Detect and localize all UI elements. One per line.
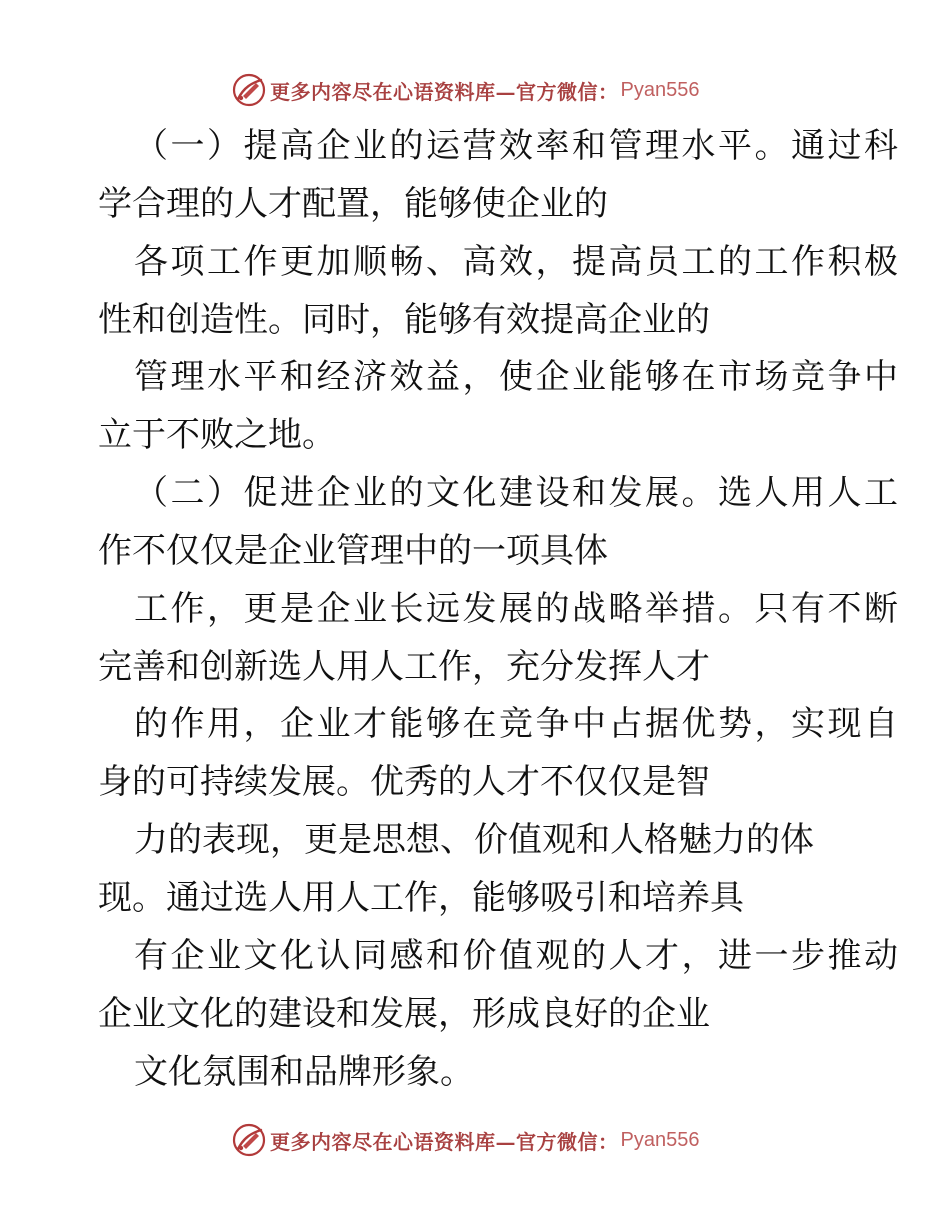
pen-logo-icon — [232, 1123, 266, 1157]
text-line: 完善和创新选人用人工作，充分发挥人才 — [98, 646, 710, 687]
text-line: 的作用，企业才能够在竞争中占据优势，实现自 — [134, 704, 898, 745]
text-line: 学合理的人才配置，能够使企业的 — [98, 183, 608, 224]
watermark-id: Pyan556 — [620, 1128, 700, 1151]
text-line: 企业文化的建设和发展，形成良好的企业 — [98, 993, 710, 1034]
text-line: 力的表现，更是思想、价值观和人格魅力的体 — [134, 820, 814, 861]
pen-logo-icon — [232, 73, 266, 107]
text-line: 立于不败之地。 — [98, 415, 336, 456]
text-line: 现。通过选人用人工作，能够吸引和培养具 — [98, 877, 744, 918]
watermark-text: 更多内容尽在心语资料库—官方微信： — [270, 1129, 619, 1154]
footer-watermark — [232, 1122, 699, 1158]
text-line: 管理水平和经济效益，使企业能够在市场竞争中 — [134, 357, 898, 398]
watermark-text: 更多内容尽在心语资料库—官方微信： — [270, 79, 619, 104]
text-line: 性和创造性。同时，能够有效提高企业的 — [98, 299, 710, 340]
text-line: 有企业文化认同感和价值观的人才，进一步推动 — [134, 935, 898, 976]
header-watermark — [232, 72, 699, 108]
text-line: 作不仅仅是企业管理中的一项具体 — [98, 530, 608, 571]
text-line: 各项工作更加顺畅、高效，提高员工的工作积极 — [134, 241, 898, 282]
watermark-id: Pyan556 — [620, 78, 700, 101]
text-line: 文化氛围和品牌形象。 — [134, 1051, 474, 1092]
text-line: 身的可持续发展。优秀的人才不仅仅是智 — [98, 762, 710, 803]
text-line: （二）促进企业的文化建设和发展。选人用人工 — [134, 473, 898, 514]
document-body — [98, 118, 898, 1101]
text-line: 工作，更是企业长远发展的战略举措。只有不断 — [134, 588, 898, 629]
text-line: （一）提高企业的运营效率和管理水平。通过科 — [134, 126, 898, 166]
